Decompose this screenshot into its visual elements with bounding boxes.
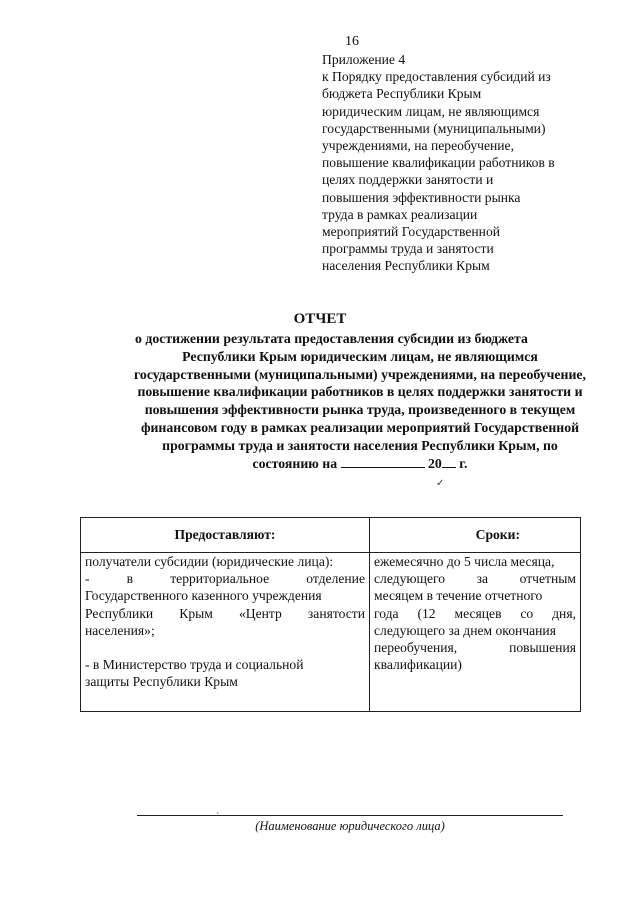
signature-line[interactable] bbox=[137, 815, 563, 816]
word: дня, bbox=[552, 605, 576, 621]
date-blank[interactable] bbox=[341, 456, 425, 468]
report-table bbox=[80, 517, 581, 712]
report-date-line bbox=[80, 455, 640, 473]
word: занятости bbox=[307, 605, 365, 621]
subtitle-line: государственными (муниципальными) учреждениями, на переобучение, bbox=[134, 366, 586, 382]
cell-line: месяцем в течение отчетного bbox=[374, 588, 543, 604]
appendix-line: труда в рамках реализации bbox=[322, 206, 478, 222]
table-header-row bbox=[81, 518, 581, 553]
cell-line: - в Министерство труда и социальной bbox=[85, 657, 304, 673]
word: территориальное bbox=[170, 571, 270, 587]
header-provide: Предоставляют: bbox=[81, 518, 370, 553]
appendix-line: мероприятий Государственной bbox=[322, 224, 501, 240]
date-suffix: г. bbox=[459, 455, 468, 471]
word: месяцев bbox=[454, 605, 502, 621]
appendix-line: государственными (муниципальными) bbox=[322, 120, 546, 136]
appendix-line: Приложение 4 bbox=[322, 52, 406, 67]
header-terms: Сроки: bbox=[370, 518, 581, 553]
table-row bbox=[81, 553, 581, 712]
cell-line: квалификации) bbox=[374, 657, 462, 673]
subtitle-line: финансовом году в рамках реализации мероприятий Государственной bbox=[140, 419, 580, 435]
word: Крым bbox=[179, 605, 213, 621]
date-year: 20 bbox=[428, 455, 442, 471]
date-prefix: состоянию на bbox=[252, 455, 338, 471]
page-number: 16 bbox=[345, 34, 359, 49]
appendix-line: к Порядку предоставления субсидий из bbox=[322, 69, 551, 85]
word: за bbox=[476, 571, 489, 587]
word: «Центр bbox=[239, 605, 282, 621]
appendix-line: юридическим лицам, не являющимся bbox=[322, 103, 540, 119]
subtitle-line: повышение квалификации работников в целях поддержки занятости и bbox=[137, 384, 583, 400]
subtitle-line: программы труда и занятости населения Республики Крым, по bbox=[162, 437, 558, 453]
cell-line: ежемесячно до 5 числа месяца, bbox=[374, 554, 555, 569]
provide-cell bbox=[81, 553, 370, 712]
appendix-line: повышения эффективности рынка bbox=[322, 189, 521, 205]
cell-line bbox=[85, 570, 365, 587]
year-blank[interactable] bbox=[442, 456, 456, 468]
report-title: ОТЧЕТ bbox=[293, 311, 347, 327]
cell-line bbox=[374, 639, 576, 656]
scan-mark: ` bbox=[216, 812, 220, 823]
appendix-line: учреждениями, на переобучение, bbox=[322, 138, 514, 154]
cell-line: получатели субсидии (юридические лица): bbox=[85, 554, 334, 569]
report-subtitle bbox=[80, 330, 640, 472]
appendix-line: населения Республики Крым bbox=[322, 258, 490, 274]
appendix-line: целях поддержки занятости и bbox=[322, 172, 494, 188]
word: в bbox=[126, 571, 134, 587]
word: переобучения, bbox=[374, 640, 458, 656]
word: отчетным bbox=[519, 571, 576, 587]
word: года bbox=[374, 605, 399, 621]
subtitle-line: повышения эффективности рынка труда, произведенного в текущем bbox=[144, 402, 576, 418]
word: со bbox=[520, 605, 534, 621]
word: следующего bbox=[374, 571, 446, 587]
word: повышения bbox=[509, 640, 576, 656]
spacer bbox=[85, 639, 365, 656]
cell-line bbox=[85, 605, 365, 622]
word: - bbox=[85, 571, 90, 587]
appendix-header bbox=[322, 51, 592, 275]
cell-line bbox=[374, 570, 576, 587]
cell-line bbox=[374, 605, 576, 622]
word: (12 bbox=[417, 605, 436, 621]
cell-line: следующего за днем окончания bbox=[374, 622, 556, 638]
appendix-line: бюджета Республики Крым bbox=[322, 86, 482, 102]
cell-line: защиты Республики Крым bbox=[85, 674, 238, 690]
appendix-line: программы труда и занятости bbox=[322, 241, 494, 257]
cell-line: населения»; bbox=[85, 622, 155, 638]
word: Республики bbox=[85, 605, 154, 621]
subtitle-line: о достижении результата предоставления субсидии из бюджета bbox=[135, 331, 528, 346]
appendix-line: повышение квалификации работников в bbox=[322, 155, 555, 171]
scan-mark: ✓ bbox=[436, 478, 445, 489]
terms-cell bbox=[370, 553, 581, 712]
cell-line: Государственного казенного учреждения bbox=[85, 588, 322, 604]
subtitle-line: Республики Крым юридическим лицам, не являющимся bbox=[182, 348, 538, 364]
signature-caption: (Наименование юридического лица) bbox=[255, 819, 445, 833]
word: отделение bbox=[306, 571, 365, 587]
